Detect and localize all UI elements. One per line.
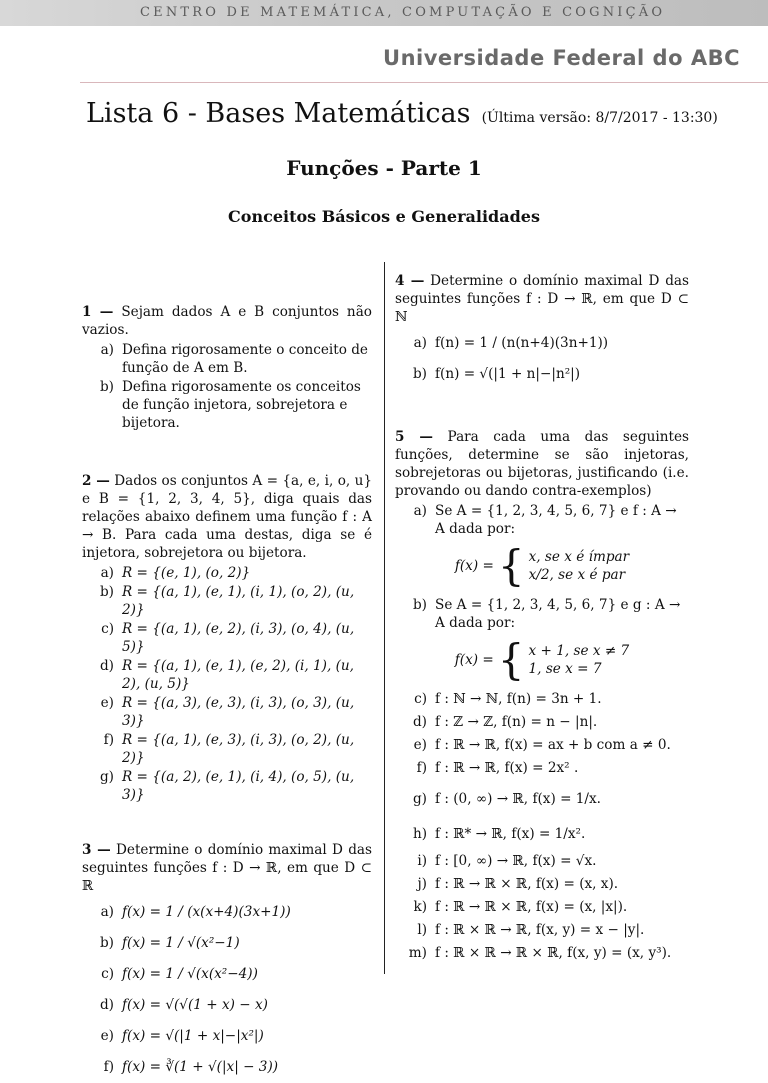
column-divider bbox=[384, 262, 385, 974]
problem-3-items bbox=[82, 897, 372, 1082]
case-row: x, se x é ímpar bbox=[528, 549, 630, 565]
item-label: b) bbox=[412, 366, 427, 382]
item-text: f : (0, ∞) → ℝ, f(x) = 1/x. bbox=[435, 791, 601, 807]
item-text: R = {(a, 1), (e, 1), (e, 2), (i, 1), (u, 2), (u, 5)} bbox=[122, 658, 354, 692]
item-text: f : ℤ → ℤ, f(n) = n − |n|. bbox=[435, 714, 598, 730]
item-label: d) bbox=[99, 658, 114, 674]
item-text: f(x) = 1 / (x(x+4)(3x+1)) bbox=[122, 904, 291, 920]
list-item bbox=[395, 502, 689, 538]
piecewise-cases bbox=[529, 548, 630, 584]
header-rule bbox=[80, 82, 768, 83]
problem-number: 1 — bbox=[82, 304, 114, 320]
item-text: f : ℕ → ℕ, f(n) = 3n + 1. bbox=[435, 691, 602, 707]
item-label: g) bbox=[412, 791, 427, 807]
brace-icon: { bbox=[497, 541, 525, 590]
header-band bbox=[0, 0, 768, 26]
header-band-text: CENTRO DE MATEMÁTICA, COMPUTAÇÃO E COGNIÇÃO bbox=[140, 5, 666, 20]
problem-text: Determine o domínio maximal D das seguintes funções f : D → ℝ, em que D ⊂ ℝ bbox=[82, 842, 372, 894]
item-text: f : ℝ → ℝ, f(x) = ax + b com a ≠ 0. bbox=[435, 737, 671, 753]
problem-4-items bbox=[395, 328, 689, 389]
list-item bbox=[395, 713, 689, 731]
case-row: x + 1, se x ≠ 7 bbox=[528, 643, 630, 659]
item-label: c) bbox=[414, 691, 427, 707]
case-row: x/2, se x é par bbox=[528, 567, 626, 583]
item-text: f : ℝ × ℝ → ℝ, f(x, y) = x − |y|. bbox=[435, 922, 645, 938]
list-item bbox=[82, 928, 372, 958]
item-label: f) bbox=[416, 760, 427, 776]
item-text: f(n) = √(|1 + n|−|n²|) bbox=[435, 366, 581, 382]
item-label: b) bbox=[99, 584, 114, 600]
item-label: e) bbox=[413, 737, 427, 753]
problem-number: 2 — bbox=[82, 473, 110, 489]
item-text: R = {(a, 1), (e, 1), (i, 1), (o, 2), (u, 2)} bbox=[122, 584, 355, 618]
problem-2-items bbox=[82, 564, 372, 804]
item-text: Defina rigorosamente o conceito de função de A em B. bbox=[122, 342, 368, 376]
problem-text: Dados os conjuntos A = {a, e, i, o, u} e B = {1, 2, 3, 4, 5}, diga quais das relações abaixo definem uma função f : A → B. Para cada uma destas, diga se é injetora, sobrejetora ou bijetora. bbox=[82, 473, 372, 561]
university-name: Universidade Federal do ABC bbox=[383, 46, 740, 70]
problem-4 bbox=[395, 272, 689, 326]
item-label: c) bbox=[101, 966, 114, 982]
list-item bbox=[82, 657, 372, 693]
item-text: f(x) = 1 / √(x(x²−4)) bbox=[122, 966, 258, 982]
list-item bbox=[395, 921, 689, 939]
problem-3 bbox=[82, 841, 372, 895]
item-text: f : ℝ → ℝ × ℝ, f(x) = (x, |x|). bbox=[435, 899, 628, 915]
item-text: f : [0, ∞) → ℝ, f(x) = √x. bbox=[435, 853, 597, 869]
list-item bbox=[395, 875, 689, 893]
list-item bbox=[82, 341, 372, 377]
list-item bbox=[395, 944, 689, 962]
item-text: f(x) = ∛(1 + √(|x| − 3)) bbox=[122, 1059, 279, 1075]
item-text: f(x) = √(|1 + x|−|x²|) bbox=[122, 1028, 264, 1044]
left-column bbox=[82, 303, 372, 1083]
item-label: j) bbox=[417, 876, 427, 892]
item-text: f : ℝ → ℝ × ℝ, f(x) = (x, x). bbox=[435, 876, 619, 892]
item-label: d) bbox=[412, 714, 427, 730]
item-label: a) bbox=[413, 503, 427, 519]
item-label: a) bbox=[100, 342, 114, 358]
list-item bbox=[82, 897, 372, 927]
problem-5-items bbox=[395, 502, 689, 538]
problem-number: 5 — bbox=[395, 429, 433, 445]
list-item bbox=[82, 1021, 372, 1051]
list-item bbox=[395, 759, 689, 777]
item-text: Defina rigorosamente os conceitos de função injetora, sobrejetora e bijetora. bbox=[122, 379, 361, 431]
item-text: f(x) = 1 / √(x²−1) bbox=[122, 935, 240, 951]
item-label: k) bbox=[413, 899, 427, 915]
item-text: R = {(a, 1), (e, 3), (i, 3), (o, 2), (u, 2)} bbox=[122, 732, 355, 766]
case-row: 1, se x = 7 bbox=[528, 661, 602, 677]
item-label: a) bbox=[100, 904, 114, 920]
item-label: e) bbox=[100, 1028, 114, 1044]
item-label: m) bbox=[408, 945, 427, 961]
list-item bbox=[82, 564, 372, 582]
list-item bbox=[395, 690, 689, 708]
item-label: b) bbox=[412, 597, 427, 613]
problem-2 bbox=[82, 472, 372, 562]
list-item bbox=[82, 959, 372, 989]
item-text: R = {(e, 1), (o, 2)} bbox=[122, 565, 251, 581]
title-version: (Última versão: 8/7/2017 - 13:30) bbox=[481, 110, 718, 126]
item-label: f) bbox=[103, 732, 114, 748]
problem-5 bbox=[395, 428, 689, 500]
item-label: l) bbox=[417, 922, 427, 938]
item-label: f) bbox=[103, 1059, 114, 1075]
item-text: f : ℝ → ℝ, f(x) = 2x² . bbox=[435, 760, 579, 776]
item-label: a) bbox=[413, 335, 427, 351]
item-label: b) bbox=[99, 379, 114, 395]
item-label: a) bbox=[100, 565, 114, 581]
item-text: f(n) = 1 / (n(n+4)(3n+1)) bbox=[435, 335, 609, 351]
piecewise-lhs: f(x) = bbox=[454, 652, 494, 668]
list-item bbox=[395, 817, 689, 851]
list-item bbox=[395, 596, 689, 632]
page-title bbox=[86, 98, 718, 129]
problem-text: Sejam dados A e B conjuntos não vazios. bbox=[82, 304, 372, 338]
item-text: f : ℝ* → ℝ, f(x) = 1/x². bbox=[435, 826, 586, 842]
problem-number: 4 — bbox=[395, 273, 425, 289]
problem-text: Determine o domínio maximal D das seguintes funções f : D → ℝ, em que D ⊂ ℕ bbox=[395, 273, 689, 325]
piecewise-b bbox=[395, 635, 689, 684]
list-item bbox=[82, 990, 372, 1020]
list-item bbox=[82, 378, 372, 432]
list-item bbox=[82, 620, 372, 656]
problem-5-items-b bbox=[395, 596, 689, 632]
item-label: c) bbox=[101, 621, 114, 637]
problem-text: Para cada uma das seguintes funções, determine se são injetoras, sobrejetoras ou bijetoras, justificando (i.e. provando ou dando contra-exemplos) bbox=[395, 429, 689, 499]
section-heading: Conceitos Básicos e Generalidades bbox=[228, 207, 540, 226]
list-item bbox=[395, 328, 689, 358]
list-item bbox=[395, 782, 689, 816]
item-label: d) bbox=[99, 997, 114, 1013]
item-text: f : ℝ × ℝ → ℝ × ℝ, f(x, y) = (x, y³). bbox=[435, 945, 672, 961]
item-text: R = {(a, 2), (e, 1), (i, 4), (o, 5), (u, 3)} bbox=[122, 769, 355, 803]
subtitle: Funções - Parte 1 bbox=[286, 156, 482, 180]
problem-number: 3 — bbox=[82, 842, 111, 858]
list-item bbox=[82, 768, 372, 804]
item-text: Se A = {1, 2, 3, 4, 5, 6, 7} e f : A → A dada por: bbox=[435, 503, 677, 537]
right-column bbox=[395, 272, 689, 967]
piecewise-lhs: f(x) = bbox=[454, 558, 494, 574]
item-text: R = {(a, 1), (e, 2), (i, 3), (o, 4), (u, 5)} bbox=[122, 621, 355, 655]
brace-icon: { bbox=[497, 635, 525, 684]
item-label: i) bbox=[417, 853, 427, 869]
list-item bbox=[395, 736, 689, 754]
item-text: R = {(a, 3), (e, 3), (i, 3), (o, 3), (u, 3)} bbox=[122, 695, 355, 729]
problem-1-items bbox=[82, 341, 372, 432]
list-item bbox=[395, 898, 689, 916]
item-label: h) bbox=[412, 826, 427, 842]
item-text: f(x) = √(√(1 + x) − x) bbox=[122, 997, 268, 1013]
problem-1 bbox=[82, 303, 372, 339]
piecewise-cases bbox=[529, 642, 630, 678]
item-label: b) bbox=[99, 935, 114, 951]
piecewise-a bbox=[395, 541, 689, 590]
item-label: e) bbox=[100, 695, 114, 711]
item-label: g) bbox=[99, 769, 114, 785]
list-item bbox=[82, 583, 372, 619]
list-item bbox=[395, 852, 689, 870]
list-item bbox=[82, 731, 372, 767]
item-text: Se A = {1, 2, 3, 4, 5, 6, 7} e g : A → A dada por: bbox=[435, 597, 681, 631]
title-main: Lista 6 - Bases Matemáticas bbox=[86, 98, 471, 129]
list-item bbox=[82, 1052, 372, 1082]
list-item bbox=[82, 694, 372, 730]
list-item bbox=[395, 359, 689, 389]
problem-5-items-rest bbox=[395, 690, 689, 962]
